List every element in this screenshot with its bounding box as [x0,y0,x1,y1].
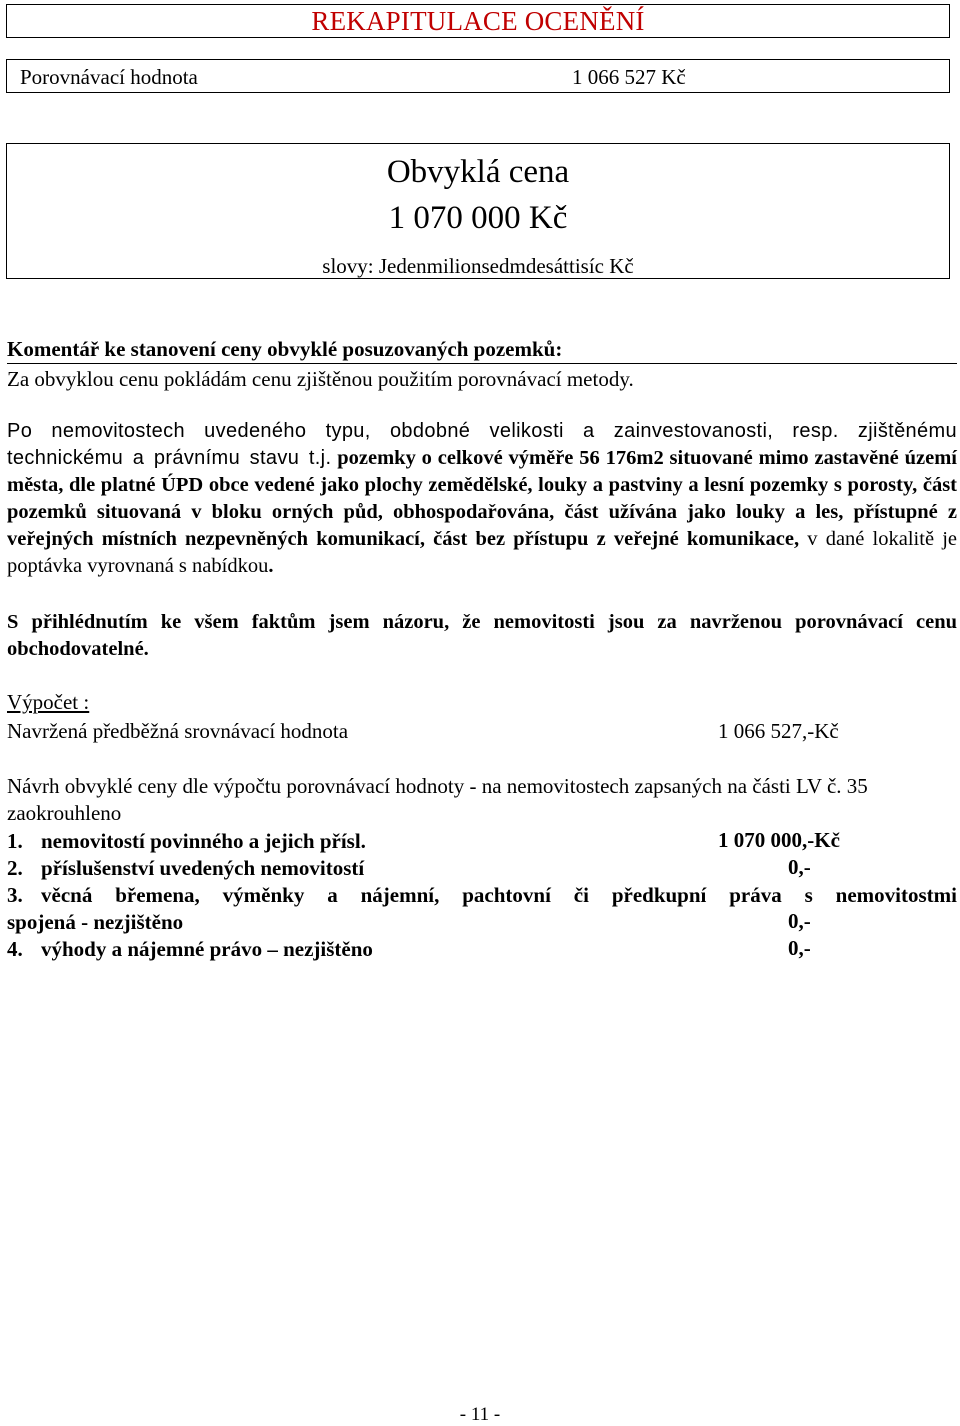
calculation-row-value: 1 066 527,-Kč [718,719,839,743]
list-item [7,828,366,855]
list-item-label: výhody a nájemné právo – nezjištěno [41,937,373,961]
usual-price-box [6,143,950,279]
proposal-text: Návrh obvyklé ceny dle výpočtu porovnávací hodnoty - na nemovitostech zapsaných na části LV č. 35 zaokrouhleno [7,774,868,825]
list-item-line [7,882,957,909]
list-item-label: příslušenství uvedených nemovitostí [41,856,365,880]
property-description-paragraph [7,418,957,580]
list-item-value: 0,- [788,909,811,933]
list-item [7,855,364,882]
comment-heading: Komentář ke stanovení ceny obvyklé posuzovaných pozemků: [7,337,957,364]
paragraph-bold: pozemky o celkové výměře 56 176m2 situované mimo zastavěné území města, dle platné ÚPD obce vedené jako plochy zemědělské, louky a pastviny a lesní pozemky s porosty, část pozemků situovaná v bloku orných půd, obhospodařována, část užívána jako louky a les, přístupné z veřejných místních nezpevněných komunikací, část bez přístupu z veřejné komunikace, [7,447,957,550]
list-item-value: 0,- [788,936,811,960]
list-item-value: 0,- [788,855,811,879]
usual-price-heading: Obvyklá cena [386,154,570,190]
paragraph-tail: v dané lokalitě je poptávka vyrovnaná s nabídkou [7,528,957,577]
list-item-label-continued: spojená - nezjištěno [7,910,184,934]
title-box [6,4,950,38]
paragraph-intro: Po nemovitostech uvedeného typu, obdobné velikosti a zainvestovanosti, resp. zjištěnému technickému a právnímu stavu t.j. [7,420,957,469]
list-item-value: 1 070 000,-Kč [718,828,840,852]
conclusion-paragraph: S přihlédnutím ke všem faktům jsem názoru, že nemovitosti jsou za navrženou porovnávací cenu obchodovatelné. [7,611,957,660]
list-item [7,882,957,936]
calculation-row-label: Navržená předběžná srovnávací hodnota [7,719,349,743]
comparative-value-label: Porovnávací hodnota [20,65,198,89]
list-item-number: 2. [7,856,23,880]
list-item-label: věcná břemena, výměnky a nájemní, pachtovní či předkupní práva s nemovitostmi [41,883,957,907]
list-item [7,936,373,963]
list-item-number: 3. [7,883,23,907]
usual-price-words: slovy: Jedenmilionsedmdesáttisíc Kč [322,254,634,278]
list-item-number: 4. [7,937,23,961]
paragraph-end: . [268,555,274,577]
comparative-value-box [6,59,950,93]
page-number: - 11 - [459,1404,501,1425]
calculation-label: Výpočet : [7,690,90,714]
list-item-label: nemovitostí povinného a jejich přísl. [41,829,366,853]
comment-line: Za obvyklou cenu pokládám cenu zjištěnou použitím porovnávací metody. [7,367,634,391]
page-title: REKAPITULACE OCENĚNÍ [311,5,645,36]
usual-price-amount: 1 070 000 Kč [388,200,568,236]
comparative-value-amount: 1 066 527 Kč [572,65,686,89]
list-item-number: 1. [7,829,23,853]
